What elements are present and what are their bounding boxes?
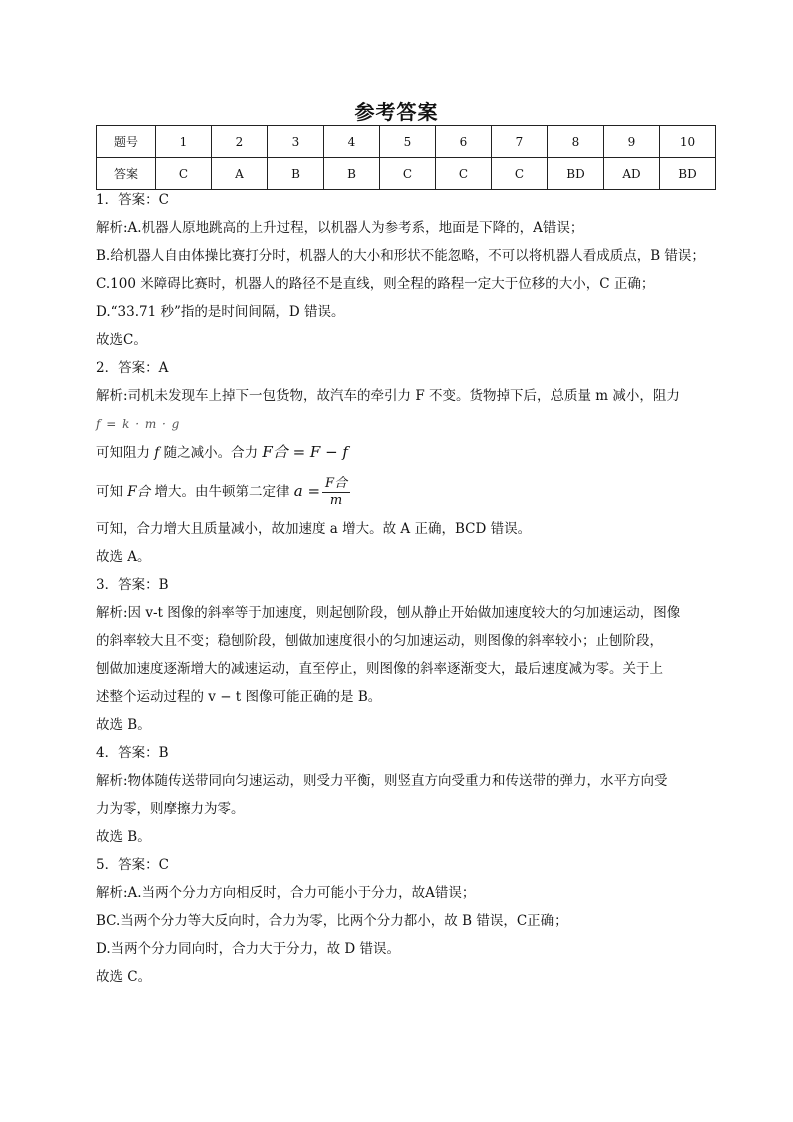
table-cell: 10 [660,126,716,158]
q4-heading: 4．答案：B [96,745,169,761]
variable-f: f [154,445,160,461]
table-cell: 2 [212,126,268,158]
q2-heading: 2．答案：A [96,360,169,376]
table-cell: BD [660,158,716,190]
q2-line [96,474,706,508]
table-header-number: 题号 [97,126,156,158]
table-cell: C [492,158,548,190]
q4-line: 力为零，则摩擦力为零。 [96,801,245,817]
q3-line: 述整个运动过程的 v − t 图像可能正确的是 B。 [96,689,382,705]
table-cell: 3 [268,126,324,158]
table-cell: 9 [604,126,660,158]
text: 随之减小。合力 [159,445,263,461]
q5-conclusion: 故选 C。 [96,969,152,985]
q2-line: 解析:司机未发现车上掉下一包货物，故汽车的牵引力 F 不变。货物掉下后，总质量 m 减小，阻力 [96,388,680,404]
table-cell: 8 [548,126,604,158]
q3-line: 的斜率较大且不变；稳刨阶段，刨做加速度很小的匀加速运动，则图像的斜率较小；止刨阶段， [96,633,663,649]
text: 可知阻力 [96,445,155,461]
table-row-numbers [97,126,716,158]
friction-formula: f = k · m · g [96,417,181,431]
table-cell: C [380,158,436,190]
table-cell: 6 [436,126,492,158]
table-cell: 4 [324,126,380,158]
q5-line: D.当两个分力同向时，合力大于分力，故 D 错误。 [96,941,401,957]
table-cell: C [436,158,492,190]
text: 可知 [96,484,128,500]
q2-line: 可知，合力增大且质量减小，故加速度 a 增大。故 A 正确，BCD 错误。 [96,521,532,537]
q5-heading: 5．答案：C [96,857,169,873]
q1-heading: 1．答案：C [96,192,169,208]
q4-line: 解析:物体随传送带同向匀速运动，则受力平衡，则竖直方向受重力和传送带的弹力，水平方向受 [96,773,668,789]
net-force-symbol: F合 [127,484,151,500]
q1-line: D.“33.71 秒”指的是时间间隔，D 错误。 [96,304,345,320]
q3-line: 解析:因 v-t 图像的斜率等于加速度，则起刨阶段，刨从静止开始做加速度较大的匀加速运动，图像 [96,605,681,621]
q3-conclusion: 故选 B。 [96,717,151,733]
table-cell: B [268,158,324,190]
fraction-denominator: m [329,493,343,508]
q5-line: 解析:A.当两个分力方向相反时，合力可能小于分力，故A错误； [96,885,476,901]
q1-conclusion: 故选C。 [96,332,147,348]
table-cell: C [156,158,212,190]
q3-line: 刨做加速度逐渐增大的减速运动，直至停止，则图像的斜率逐渐变大，最后速度减为零。关于上 [96,661,663,677]
newton-law-fraction [322,476,350,509]
q2-line [96,441,706,464]
table-header-answer: 答案 [97,158,156,190]
table-cell: 7 [492,126,548,158]
q3-heading: 3．答案：B [96,577,169,593]
table-row-answers [97,158,716,190]
text: 增大。由牛顿第二定律 [150,484,294,500]
q2-formula-line [96,413,706,435]
q1-line: 解析:A.机器人原地跳高的上升过程，以机器人为参考系，地面是下降的，A错误； [96,220,584,236]
solutions [96,189,706,994]
answer-table [96,125,716,190]
table-cell: BD [548,158,604,190]
table-cell: 5 [380,126,436,158]
q2-conclusion: 故选 A。 [96,549,151,565]
table-cell: B [324,158,380,190]
table-cell: A [212,158,268,190]
q1-line: C.100 米障碍比赛时，机器人的路径不是直线，则全程的路程一定大于位移的大小，C 正确； [96,276,655,292]
net-force-equation: F合 = F − f [262,443,348,461]
q4-conclusion: 故选 B。 [96,829,151,845]
q5-line: BC.当两个分力等大反向时，合力为零，比两个分力都小，故 B 错误，C正确； [96,913,568,929]
q1-line: B.给机器人自由体操比赛打分时，机器人的大小和形状不能忽略，不可以将机器人看成质点，B 错误； [96,248,705,264]
page-title: 参考答案 [354,100,439,124]
newton-law-lhs: a = [293,482,321,500]
table-cell: AD [604,158,660,190]
table-cell: 1 [156,126,212,158]
fraction-numerator: F合 [322,476,350,493]
